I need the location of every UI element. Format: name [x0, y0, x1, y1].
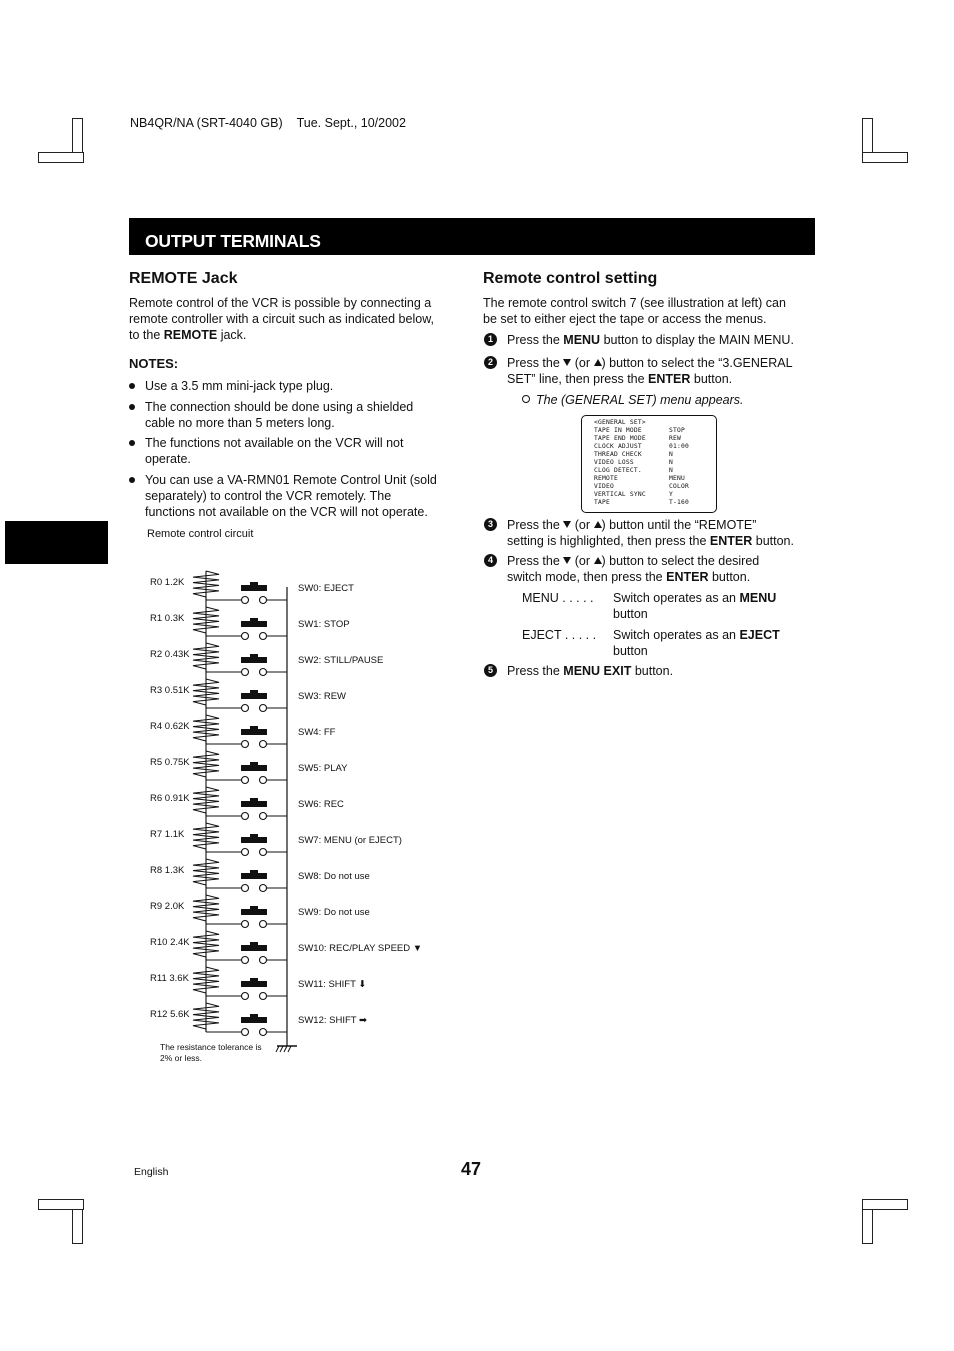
step-number-icon: 1	[484, 333, 497, 346]
step-number-icon: 5	[484, 664, 497, 677]
menu-item-label: VERTICAL SYNC	[594, 491, 646, 498]
switch-contact	[242, 957, 249, 964]
switch-label: SW5: PLAY	[298, 763, 348, 774]
switch-contact	[242, 921, 249, 928]
up-arrow-icon	[594, 557, 602, 564]
resistor-label: R2 0.43K	[150, 649, 190, 660]
tolerance-note	[160, 1042, 262, 1064]
switch-contact	[242, 705, 249, 712]
section-title: OUTPUT TERMINALS	[145, 231, 321, 251]
menu-item-label: REMOTE	[594, 475, 618, 482]
crop-mark	[72, 1209, 83, 1244]
menu-item-label: VIDEO LOSS	[594, 459, 634, 466]
step-bold: MENU	[563, 333, 601, 347]
crop-mark	[862, 1209, 873, 1244]
ground-hatch	[284, 1046, 287, 1052]
resistor-label: R11 3.6K	[150, 973, 189, 984]
menu-item-label: CLOCK ADJUST	[594, 443, 642, 450]
step-text: button.	[752, 534, 794, 548]
intro-line	[129, 327, 469, 343]
step-text: setting is highlighted, then press the	[507, 534, 710, 548]
note-text: The (GENERAL SET) menu appears.	[536, 393, 744, 407]
note-item	[145, 399, 465, 431]
resistor-label: R12 5.6K	[150, 1009, 190, 1020]
option-bold: EJECT	[739, 628, 780, 642]
remote-setting-intro	[483, 295, 813, 327]
option-text: Switch operates as an	[613, 591, 740, 605]
switch-contact	[242, 1029, 249, 1036]
tolerance-line: 2% or less.	[160, 1053, 203, 1063]
resistor-label: R3 0.51K	[150, 685, 190, 696]
step-5	[507, 663, 817, 679]
step-number-icon: 4	[484, 554, 497, 567]
step-1	[507, 332, 817, 348]
switch-label: SW11: SHIFT ⬇	[298, 979, 367, 990]
intro-text: jack.	[217, 328, 247, 342]
switch-label: SW6: REC	[298, 799, 344, 810]
intro-line: be set to either eject the tape or access the menus.	[483, 312, 767, 326]
push-button-icon	[250, 762, 258, 766]
menu-item-value: COLOR	[669, 483, 689, 490]
step-text: button.	[631, 664, 674, 678]
switch-contact	[260, 813, 267, 820]
push-button-icon	[250, 978, 258, 982]
switch-label: SW12: SHIFT ➡	[298, 1015, 368, 1026]
menu-item-label: THREAD CHECK	[594, 451, 642, 458]
switch-contact	[260, 741, 267, 748]
push-button-icon	[250, 618, 258, 622]
up-arrow-icon	[594, 521, 602, 528]
note-line: operate.	[145, 452, 191, 466]
circle-bullet-icon	[522, 395, 530, 403]
push-button-icon	[250, 690, 258, 694]
push-button-icon	[250, 726, 258, 730]
push-button-icon	[250, 906, 258, 910]
menu-item-label: VIDEO	[594, 483, 614, 490]
section-banner	[129, 218, 815, 255]
tolerance-line: The resistance tolerance is	[160, 1042, 262, 1052]
switch-label: SW3: REW	[298, 691, 347, 702]
step-2-note	[522, 392, 744, 408]
step-text: Press the	[507, 518, 564, 532]
note-item	[145, 435, 465, 467]
intro-line: Remote control of the VCR is possible by connecting a	[129, 296, 432, 310]
note-line: You can use a VA-RMN01 Remote Control Unit (sold	[145, 473, 437, 487]
remote-jack-heading: REMOTE Jack	[129, 270, 238, 287]
step-bold: ENTER	[648, 372, 691, 386]
note-line: The functions not available on the VCR will not	[145, 436, 404, 450]
step-text: button to display the MAIN MENU.	[600, 333, 794, 347]
menu-item-value: REW	[669, 435, 681, 442]
option-eject-label: EJECT . . . . .	[522, 628, 597, 642]
menu-item-value: Y	[669, 491, 673, 498]
switch-contact	[260, 885, 267, 892]
menu-item-label: TAPE IN MODE	[594, 427, 642, 434]
remote-jack-intro	[129, 295, 469, 343]
push-button-icon	[250, 834, 258, 838]
switch-contact	[260, 993, 267, 1000]
switch-contact	[260, 1029, 267, 1036]
note-item	[145, 378, 465, 394]
menu-item-value: T-160	[669, 499, 689, 506]
switch-contact	[260, 921, 267, 928]
step-number-icon: 2	[484, 356, 497, 369]
switch-contact	[260, 957, 267, 964]
step-3	[507, 517, 817, 549]
option-eject-desc	[613, 627, 813, 659]
push-button-icon	[250, 870, 258, 874]
step-4	[507, 553, 817, 585]
bullet-icon	[129, 404, 135, 410]
resistor-label: R7 1.1K	[150, 829, 185, 840]
menu-item-label: TAPE END MODE	[594, 435, 646, 442]
step-text: Press the	[507, 554, 564, 568]
menu-item-value: MENU	[669, 475, 685, 482]
resistor-label: R5 0.75K	[150, 757, 190, 768]
switch-label: SW0: EJECT	[298, 583, 354, 594]
resistor-label: R8 1.3K	[150, 865, 185, 876]
page-number: 47	[461, 1159, 482, 1179]
resistor-label: R6 0.91K	[150, 793, 190, 804]
push-button-icon	[250, 798, 258, 802]
step-text: ) button to select the desired	[601, 554, 760, 568]
option-menu-label: MENU . . . . .	[522, 591, 594, 605]
step-text: Press the	[507, 664, 564, 678]
resistor-label: R10 2.4K	[150, 937, 190, 948]
step-text: ) button until the “REMOTE”	[601, 518, 757, 532]
menu-item-value: 01:00	[669, 443, 689, 450]
menu-title: <GENERAL SET>	[594, 419, 646, 426]
switch-label: SW8: Do not use	[298, 871, 370, 882]
switch-contact	[260, 669, 267, 676]
option-text: button	[613, 644, 648, 658]
notes-title: NOTES:	[129, 356, 179, 371]
step-2	[507, 355, 817, 387]
step-text: ) button to select the “3.GENERAL	[601, 356, 793, 370]
switch-contact	[242, 777, 249, 784]
remote-setting-heading: Remote control setting	[483, 270, 658, 287]
switch-contact	[242, 669, 249, 676]
crop-mark	[862, 152, 908, 163]
switch-contact	[242, 597, 249, 604]
step-text: (or	[571, 356, 594, 370]
menu-item-value: N	[669, 467, 673, 474]
switch-contact	[260, 705, 267, 712]
switch-label: SW1: STOP	[298, 619, 350, 630]
note-line: The connection should be done using a shielded	[145, 400, 414, 414]
note-line: functions not available on the VCR will not operate.	[145, 505, 428, 519]
ground-hatch	[276, 1046, 279, 1052]
step-bold: ENTER	[666, 570, 709, 584]
note-line: Use a 3.5 mm mini-jack type plug.	[145, 379, 334, 393]
resistor-label: R9 2.0K	[150, 901, 185, 912]
intro-bold: REMOTE	[163, 328, 218, 342]
switch-contact	[260, 777, 267, 784]
intro-text: to the	[129, 328, 164, 342]
switch-contact	[242, 741, 249, 748]
resistor-label: R0 1.2K	[150, 577, 185, 588]
switch-label: SW10: REC/PLAY SPEED ▼	[298, 943, 423, 954]
option-text: button	[613, 607, 648, 621]
push-button-icon	[250, 1014, 258, 1018]
general-set-menu-screen	[581, 415, 717, 513]
bullet-icon	[129, 440, 135, 446]
menu-item-value: N	[669, 459, 673, 466]
doc-ref: NB4QR/NA (SRT-4040 GB)	[130, 116, 283, 130]
step-text: (or	[571, 554, 594, 568]
step-text: button.	[690, 372, 733, 386]
switch-label: SW4: FF	[298, 727, 336, 738]
bullet-icon	[129, 383, 135, 389]
resistor-label: R4 0.62K	[150, 721, 190, 732]
note-line: cable no more than 5 meters long.	[145, 416, 335, 430]
switch-contact	[260, 633, 267, 640]
step-text: Press the	[507, 356, 564, 370]
ground-hatch	[288, 1046, 291, 1052]
step-bold: MENU EXIT	[563, 664, 632, 678]
step-text: Press the	[507, 333, 564, 347]
intro-line: remote controller with a circuit such as indicated below,	[129, 312, 435, 326]
menu-item-value: N	[669, 451, 673, 458]
option-menu-desc	[613, 590, 813, 622]
push-button-icon	[250, 654, 258, 658]
option-text: Switch operates as an	[613, 628, 740, 642]
switch-label: SW9: Do not use	[298, 907, 370, 918]
note-line: separately) to control the VCR remotely. The	[145, 489, 392, 503]
menu-item-value: STOP	[669, 427, 685, 434]
switch-contact	[242, 849, 249, 856]
push-button-icon	[250, 582, 258, 586]
switch-contact	[242, 993, 249, 1000]
option-bold: MENU	[739, 591, 777, 605]
intro-line: The remote control switch 7 (see illustration at left) can	[483, 296, 786, 310]
remote-control-circuit-diagram	[140, 565, 460, 1065]
crop-mark	[38, 152, 84, 163]
ground-hatch	[280, 1046, 283, 1052]
step-text: switch mode, then press the	[507, 570, 667, 584]
menu-item-label: TAPE	[594, 499, 610, 506]
switch-contact	[260, 597, 267, 604]
side-tab	[5, 521, 108, 564]
doc-date: Tue. Sept., 10/2002	[296, 116, 406, 130]
step-bold: ENTER	[709, 534, 753, 548]
note-item	[145, 472, 465, 520]
push-button-icon	[250, 942, 258, 946]
switch-contact	[242, 813, 249, 820]
switch-contact	[242, 885, 249, 892]
step-number-icon: 3	[484, 518, 497, 531]
crop-mark	[862, 118, 873, 153]
step-text: SET” line, then press the	[507, 372, 649, 386]
resistor-label: R1 0.3K	[150, 613, 185, 624]
switch-contact	[242, 633, 249, 640]
switch-label: SW7: MENU (or EJECT)	[298, 835, 402, 846]
up-arrow-icon	[594, 359, 602, 366]
bullet-icon	[129, 477, 135, 483]
menu-item-label: CLOG DETECT.	[594, 467, 642, 474]
switch-label: SW2: STILL/PAUSE	[298, 655, 384, 666]
doc-header	[130, 116, 406, 130]
crop-mark	[72, 118, 83, 153]
footer-language: English	[134, 1166, 169, 1178]
step-text: button.	[708, 570, 751, 584]
circuit-caption: Remote control circuit	[147, 528, 254, 540]
switch-contact	[260, 849, 267, 856]
step-text: (or	[571, 518, 594, 532]
